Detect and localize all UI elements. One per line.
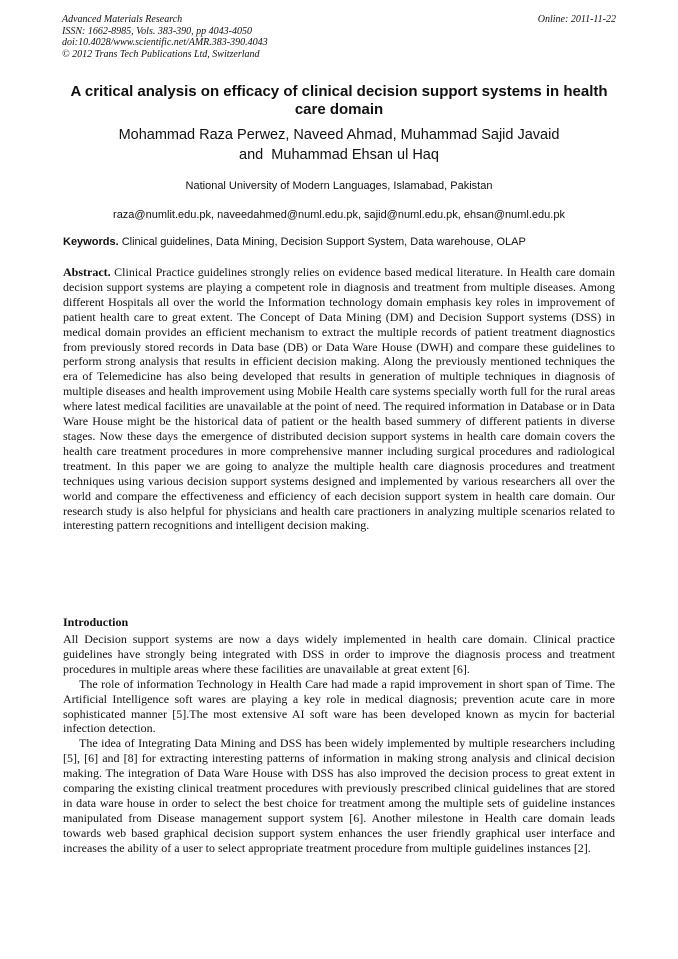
copyright-line: © 2012 Trans Tech Publications Ltd, Switzerland (62, 48, 260, 60)
abstract-text: Clinical Practice guidelines strongly relies on evidence based medical literature. In Health care domain decision support systems are playing a competent role in diagnosis and treatment from multiple diseases. Among different Hospitals all over the world the Information technology domain emphasis key roles in improvement of patient health care to great extent. The Concept of Data Mining (DM) and Decision Support systems (DSS) in medical domain provides an efficient mechanism to extract the multiple records of patient treatment diagnostics from previously stored records in Data base (DB) or Data Ware House (DWH) and compare these guidelines to perform strong analysis that results in efficient decision making. Along the previously mentioned techniques the era of Telemedicine has also being developed that results in generation of multiple techniques in diagnosis of multiple diseases and health improvement using Mobile Health care systems specially worth full for the rural areas where latest medical facilities are unavailable at the point of need. The required information in Database or in Data Ware House might be the historical data of patient or the health based summery of different patients in diverse stages. Now these days the emergence of distributed decision support systems in health care domain covers the health care treatment procedures in more comprehensive manner including surgical procedures and radiological treatment. In this paper we are going to analyze the multiple health care diagnosis procedures and treatment techniques using various decision support systems designed and implemented by various researchers all over the world and compare the effectiveness and efficiency of each decision support system in health care domain. Our research study is also helpful for physicians and health care practioners in analyzing multiple scenarios related to interesting pattern recognitions and intelligent decision making. (63, 265, 615, 533)
doi-line: doi:10.4028/www.scientific.net/AMR.383-390.4043 (62, 37, 268, 48)
abstract (63, 265, 615, 533)
intro-paragraph: All Decision support systems are now a days widely implemented in health care domain. Clinical practice guidelines have strongly being integrated with DSS in order to improve the diagnosis process and treatment procedures in multiple areas where these facilities are unavailable at great extent [6]. (63, 632, 615, 676)
author-line-1: Mohammad Raza Perwez, Naveed Ahmad, Muhammad Sajid Javaid (118, 127, 560, 143)
author-list (62, 125, 616, 165)
introduction-body (63, 632, 615, 856)
journal-header (62, 14, 616, 60)
section-heading-introduction: Introduction (63, 615, 129, 629)
online-date: Online: 2011-11-22 (537, 14, 616, 25)
author-line-2: and Muhammad Ehsan ul Haq (239, 147, 439, 163)
paper-title: A critical analysis on efficacy of clinical decision support systems in health care domain (70, 83, 608, 118)
issn-line: ISSN: 1662-8985, Vols. 383-390, pp 4043-4050 (62, 25, 252, 37)
keywords-text: Clinical guidelines, Data Mining, Decision Support System, Data warehouse, OLAP (118, 236, 526, 248)
affiliation: National University of Modern Languages, Islamabad, Pakistan (185, 180, 493, 192)
intro-paragraph: The idea of Integrating Data Mining and DSS has been widely implemented by multiple researchers including [5], [6] and [8] for extracting interesting patterns of information in making strong analysis and clinical decision making. The integration of Data Ware House with DSS has also improved the decision process to great extent in comparing the existing clinical treatment procedures with previously prescribed clinical guidelines that are stored in data ware house in order to select the best choice for treatment among the multiple sets of guideline instances manipulated from Disease management support system [6]. Another milestone in Health care domain leads towards web based graphical decision support system enhances the user friendly graphical user interface and increases the ability of a user to select appropriate treatment procedure from multiple guidelines instances [2]. (63, 736, 615, 855)
keywords (63, 236, 617, 248)
keywords-label: Keywords. (63, 236, 119, 248)
author-emails: raza@numlit.edu.pk, naveedahmed@numl.edu.pk, sajid@numl.edu.pk, ehsan@numl.edu.pk (113, 209, 565, 221)
intro-paragraph: The role of information Technology in Health Care had made a rapid improvement in short span of Time. The Artificial Intelligence soft wares are playing a key role in medical diagnosis; prevention acute care in more sophisticated manner [5].The most extensive AI soft ware has been developed known as mycin for bacterial infection detection. (63, 676, 615, 736)
abstract-label: Abstract. (63, 265, 111, 279)
journal-name: Advanced Materials Research (62, 14, 183, 25)
